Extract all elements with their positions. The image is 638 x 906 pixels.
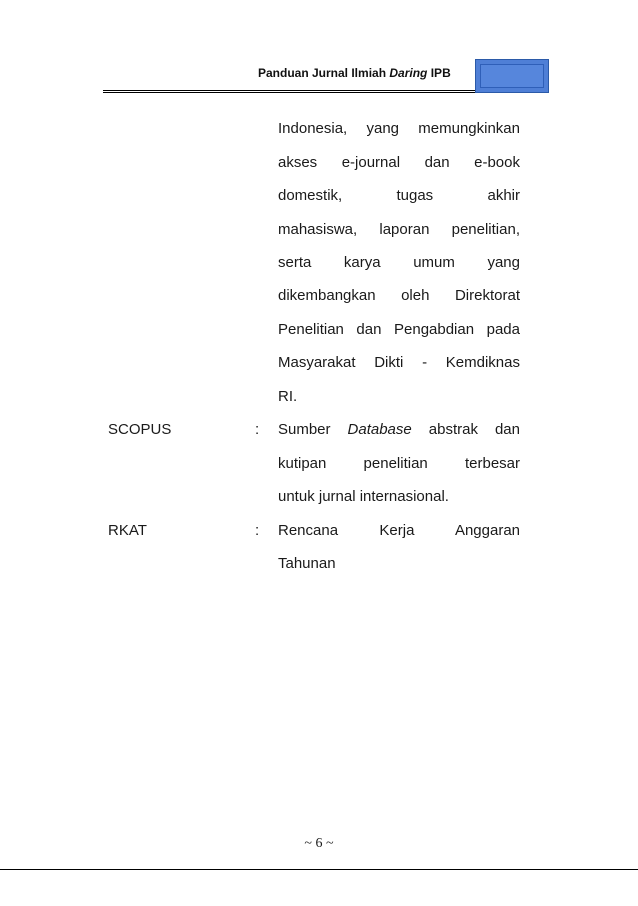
glossary-term-rkat: RKAT [108,522,147,539]
definition-italic-text: Database [347,421,412,438]
header-decorative-box-inner [480,64,544,88]
definition-line-scopus-2: kutipan penelitian terbesar [278,455,520,472]
definition-line-scopus-1 [278,420,520,440]
header-title [258,66,451,80]
definition-line: RI. [278,388,298,405]
definition-line: akses e-journal dan e-book [278,154,520,171]
header-title-suffix: IPB [427,66,451,80]
definition-line: Penelitian dan Pengabdian pada [278,321,520,338]
definition-line-rkat-1: Rencana Kerja Anggaran [278,522,520,539]
glossary-colon: : [255,522,260,539]
header-rule [103,90,475,91]
footer-rule [0,869,638,870]
definition-line: Indonesia, yang memungkinkan [278,120,520,137]
header-rule-secondary [103,92,475,93]
definition-line: dikembangkan oleh Direktorat [278,287,520,304]
glossary-term-scopus: SCOPUS [108,421,172,438]
definition-line-rkat-2: Tahunan [278,555,336,572]
header-decorative-box [475,59,549,93]
glossary-colon: : [255,421,260,438]
definition-line: mahasiswa, laporan penelitian, [278,221,520,238]
definition-line: serta karya umum yang [278,254,520,271]
definition-line-scopus-3: untuk jurnal internasional. [278,488,449,505]
definition-text: Sumber [278,421,348,438]
definition-line: domestik, tugas akhir [278,187,520,204]
page-number: ~ 6 ~ [304,836,334,851]
definition-line: Masyarakat Dikti - Kemdiknas [278,354,520,371]
header-title-italic: Daring [389,66,428,80]
header-title-prefix: Panduan Jurnal Ilmiah [258,66,390,80]
definition-text: abstrak dan [411,421,520,438]
page-header [0,0,638,100]
